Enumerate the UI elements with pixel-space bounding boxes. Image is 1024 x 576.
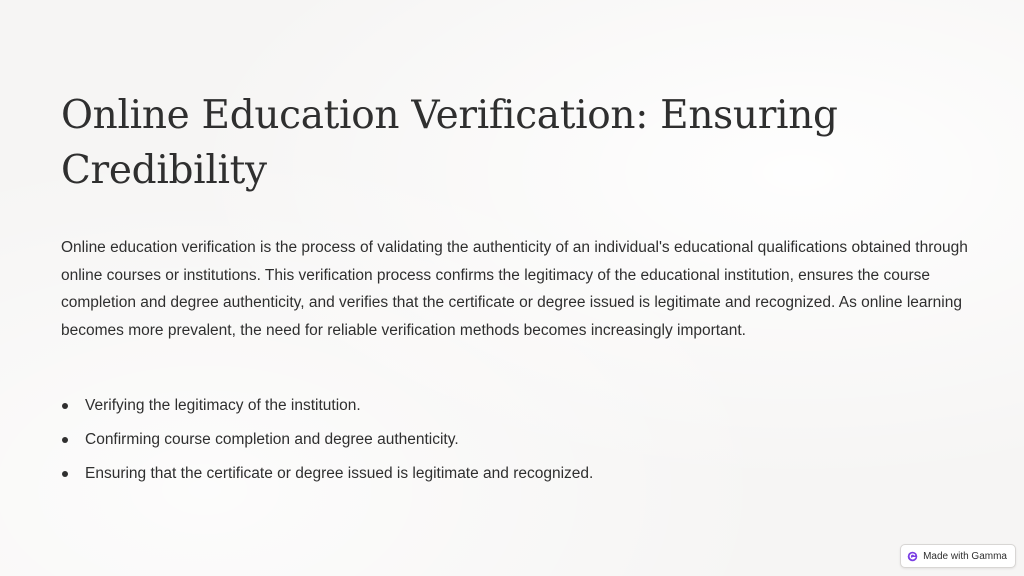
bullet-item [61, 426, 593, 460]
bullet-item [61, 392, 593, 426]
made-with-gamma-badge[interactable] [900, 544, 1016, 568]
bullet-dot-icon [62, 437, 68, 443]
bullet-item [61, 460, 593, 494]
slide-paragraph: Online education verification is the process of validating the authenticity of an individual's educational qualifications obtained through online courses or institutions. This verification process confirms the legitimacy of the educational institution, ensures the course completion and degree authenticity, and verifies that the certificate or degree issued is legitimate and recognized. As online learning becomes more prevalent, the need for reliable verification methods becomes increasingly important. [61, 239, 968, 339]
bullet-dot-icon [62, 403, 68, 409]
bullet-text: Confirming course completion and degree authenticity. [85, 431, 459, 448]
bullet-list [61, 392, 593, 494]
gamma-logo-icon [907, 551, 918, 562]
bullet-dot-icon [62, 471, 68, 477]
slide-title: Online Education Verification: Ensuring Credibility [61, 93, 838, 193]
bullet-text: Ensuring that the certificate or degree issued is legitimate and recognized. [85, 465, 594, 482]
badge-label: Made with Gamma [923, 550, 1007, 562]
bullet-text: Verifying the legitimacy of the institution. [85, 397, 361, 414]
